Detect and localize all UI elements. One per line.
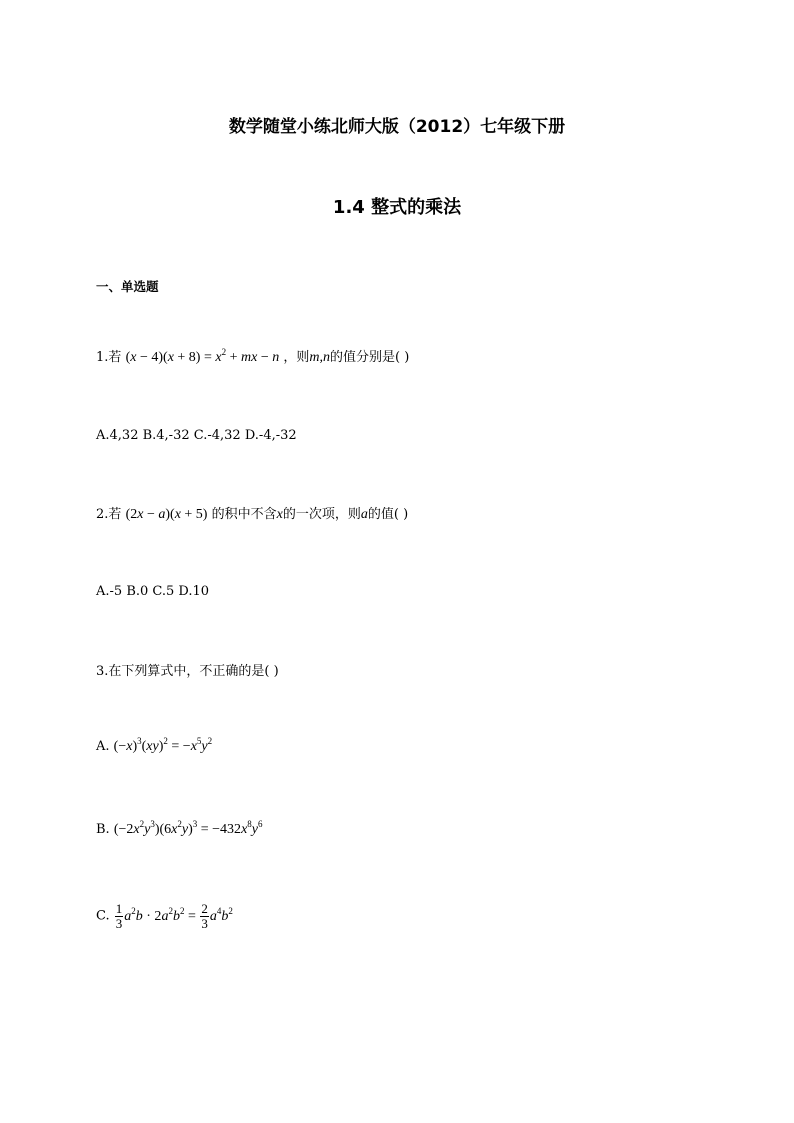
question-text: ，则 [283,350,310,365]
question-1-stem [96,346,409,366]
lesson-title: 1.4 整式的乘法 [332,197,462,218]
question-number: 3. [96,664,109,679]
question-3-stem [96,660,279,679]
fraction: $\frac{2}{3}$ [201,901,208,931]
question-text: 的值分别是( ) [330,350,410,365]
variables: m,n [309,350,330,365]
variable-x: x [276,507,283,522]
section-heading: 一、单选题 [96,279,159,294]
question-text: 在下列算式中，不正确的是( ) [108,664,279,679]
question-text: 的积中不含 [211,507,277,522]
question-1-options: A.4,32 B.4,-32 C.-4,32 D.-4,-32 [96,428,297,443]
document-title: 数学随堂小练北师大版（2012）七年级下册 [228,117,566,137]
question-number: 2. [96,507,109,522]
equation: $\frac{1}{3}$ $a^2b \cdot 2a^2b^2$ = $\frac{2}{3}$ $a^4b^2$ [115,901,233,931]
question-2-stem [96,503,408,523]
equation: $(-2x^2y^3)(6x^2y)^3 = -432x^8y^6$ [113,819,263,837]
question-3-option-b [96,819,263,838]
option-label: C. [96,908,110,924]
fraction: $\frac{1}{3}$ [115,901,123,931]
option-label: B. [96,822,110,837]
variable-a: a [360,507,368,522]
question-2-options: A.-5 B.0 C.5 D.10 [96,584,210,599]
question-text: 若 [108,350,122,365]
expression: (2x − a)(x + 5) [125,507,208,522]
question-3-option-c [96,902,233,931]
question-text: 的一次项，则 [282,507,361,522]
equation: $(-x)^3(xy)^2 = -x^5y^2$ [113,736,213,754]
equation: $(x - 4)(x + 8) = x^2$ + mx − n [125,347,280,365]
question-text: 的值( ) [367,507,409,522]
option-label: A. [96,739,110,754]
question-number: 1. [96,350,109,365]
question-3-option-a [96,736,213,755]
question-text: 若 [108,507,122,522]
